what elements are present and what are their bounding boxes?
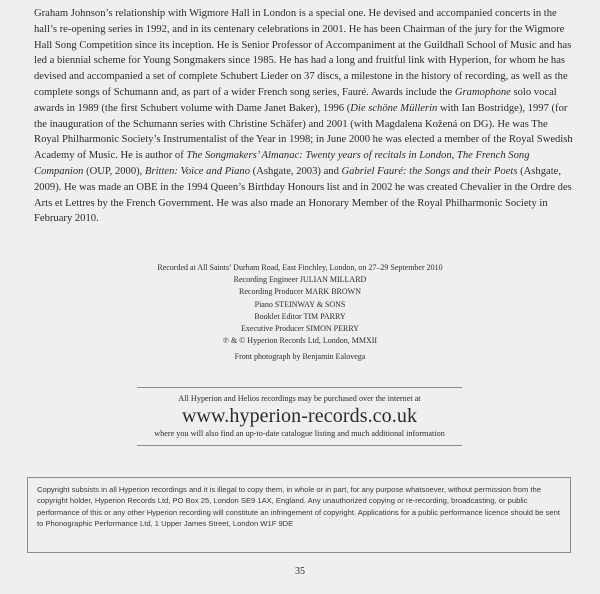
bio-text: with Ian Bostridge), 1997 (for the inauguration of the Schumann series with Christine Schäfer) and 2001 (with Magdalena Kožená on DG). He was The Royal Philharmonic Society’s Instrumentalist of the Year in 1998; in June 2000 he was elected a member of the Royal Swedish Academy of Music. He is author of [34,102,573,162]
website-link[interactable]: www.hyperion-records.co.uk [181,405,418,427]
recording-credits [0,262,600,364]
credit-executive-producer: Executive Producer SIMON PERRY [241,324,359,334]
credit-producer: Recording Producer MARK BROWN [239,287,361,297]
purchase-outro: where you will also find an up-to-date catalogue listing and much additional information [154,429,445,438]
copyright-notice-text: Copyright subsists in all Hyperion recordings and it is illegal to copy them, in whole or in part, for any purpose whatsoever, without permission from the copyright holder, Hyperion Records Ltd, PO Box 25, London SE9 1AX, England. Any unauthorized copying or re-recording, broadcasting, or public performance of this or any other Hyperion recording will constitute an infringement of copyright. Applications for a public performance licence should be sent to Phonographic Performance Ltd, 1 Upper James Street, London W1F 9DE [37,485,560,529]
credit-photograph: Front photograph by Benjamin Ealovega [234,352,366,362]
bio-italic-britten: Britten: Voice and Piano [144,165,251,177]
bio-italic-songmakers-almanac: The Songmakers’ Almanac: Twenty years of recitals in London [186,150,452,162]
copyright-notice-box [27,477,571,553]
bio-text: solo vocal awards in 1989 (the first Schubert volume with Dame Janet Baker), 1996 ( [34,86,557,114]
credit-copyright: ℗ & © Hyperion Records Ltd, London, MMXII [222,336,378,346]
purchase-info-box [137,387,462,446]
biography-paragraph [34,6,574,227]
bio-italic-gramophone: Gramophone [454,86,511,98]
bio-text: , [451,150,457,162]
bio-italic-die-schone-mullerin: Die schöne Müllerin [350,102,438,114]
bio-text: (Ashgate, 2009). He was made an OBE in the 1994 Queen’s Birthday Honours list and in 2002 he was created Chevalier in the Ordre des Arts et Lettres by the French Government. He was also made an Honorary Member of the Royal Philharmonic Society in February 2010. [34,165,572,225]
bio-text: (OUP, 2000), [83,165,145,177]
bio-text: (Ashgate, 2003) and [250,165,342,177]
bio-text: Graham Johnson’s relationship with Wigmore Hall in London is a special one. He devised and accompanied concerts in the hall’s re-opening series in 1992, and in its centenary celebrations in 2001. He has been Chairman of the jury for the Wigmore Hall Song Competition since its inception. He is Senior Professor of Accompaniment at the Guildhall School of Music and has led a biennial scheme for Young Songmakers since 1985. He has had a long and fruitful link with Hyperion, for whom he has devised and accompanied a set of complete Schubert Lieder on 37 discs, a milestone in the history of recording, as well as the complete songs of Schumann and, as part of a wider French song series, Fauré. Awards include the [34,8,572,98]
page-number: 35 [295,566,305,577]
credit-engineer: Recording Engineer JULIAN MILLARD [233,275,367,285]
credit-piano: Piano STEINWAY & SONS [254,299,346,309]
purchase-intro: All Hyperion and Helios recordings may be purchased over the internet at [178,394,421,403]
bio-italic-french-song-companion: The French Song Companion [34,150,530,177]
bio-italic-faure-songs: Gabriel Fauré: the Songs and their Poets [341,165,518,177]
credit-booklet-editor: Booklet Editor TIM PARRY [254,311,346,321]
credit-recorded: Recorded at All Saints’ Durham Road, East Finchley, London, on 27–29 September 2010 [157,263,443,272]
